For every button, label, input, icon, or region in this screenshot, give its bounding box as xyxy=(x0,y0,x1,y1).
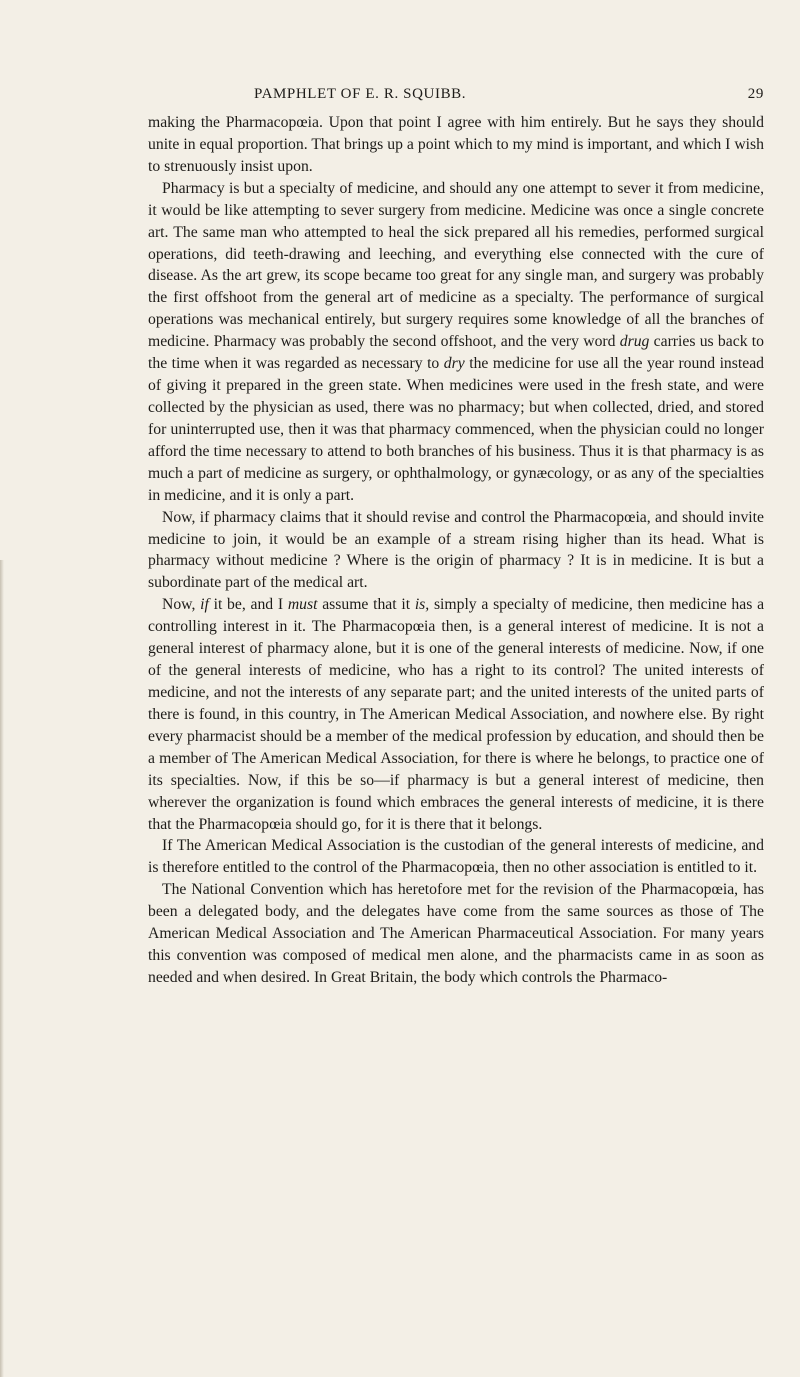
paragraph-4-text-d: simply a specialty of medicine, then medicine has a controlling interest in it. The Pharmacopœia then, is a general interest of medicine. It is not a general interest of pharmacy alone, but it is one of the general interests of medicine. Now, if one of the general interests of medicine, who has a right to its control? The united interests of medicine, and not the interests of any separate part; and the united interests of the united parts of there is found, in this country, in The American Medical Association, and nowhere else. By right every pharmacist should be a member of the medical profession by education, and should then be a member of The American Medical Association, for there is where he belongs, to practice one of its specialties. Now, if this be so—if pharmacy is but a general interest of medicine, then wherever the organization is found which embraces the general interests of medicine, it is there that the Pharmacopœia should go, for it is there that it belongs. xyxy=(148,596,765,833)
paragraph-4-text-b: it be, and I xyxy=(213,596,284,614)
paragraph-2-text-b: carries us back to the time when it was regarded as necessary to xyxy=(148,333,764,373)
paragraph-4-text-a: Now, xyxy=(162,596,196,614)
paragraph-5: If The American Medical Association is the custodian of the general interests of medicine, and is therefore entitled to the control of the Pharmacopœia, then no other association is entitled to it. xyxy=(148,837,764,877)
scan-edge-shadow xyxy=(0,560,4,1377)
paragraph-2 xyxy=(148,178,764,507)
emphasis-is: is, xyxy=(414,596,430,614)
emphasis-drug: drug xyxy=(619,333,650,351)
paragraph-3: Now, if pharmacy claims that it should revise and control the Pharmacopœia, and should invite medicine to join, it would be an example of a stream rising higher than its head. What is pharmacy without medicine ? Where is the origin of pharmacy ? It is in medicine. It is but a subordinate part of the medical art. xyxy=(148,508,764,592)
body-text xyxy=(148,112,764,989)
running-title: PAMPHLET OF E. R. SQUIBB. xyxy=(254,86,467,102)
page-number: 29 xyxy=(747,86,764,102)
paragraph-4 xyxy=(148,594,764,835)
emphasis-if: if xyxy=(200,596,209,614)
paragraph-6: The National Convention which has heretofore met for the revision of the Pharmacopœia, has been a delegated body, and the delegates have come from the same sources as those of The American Medical Association and The American Pharmaceutical Association. For many years this convention was composed of medical men alone, and the pharmacists came in as soon as needed and when desired. In Great Britain, the body which controls the Pharmaco- xyxy=(148,881,764,986)
paragraph-4-text-c: assume that it xyxy=(322,596,411,614)
emphasis-dry: dry xyxy=(443,355,465,373)
emphasis-must: must xyxy=(287,596,318,614)
paragraph-2-text-c: the medicine for use all the year round instead of giving it prepared in the green state. When medicines were used in the fresh state, and were collected by the physician as used, there was no pharmacy; but when collected, dried, and stored for uninterrupted use, then it was that pharmacy commenced, when the physician could no longer afford the time necessary to attend to both branches of his business. Thus it is that pharmacy is as much a part of medicine as surgery, or ophthalmology, or gynæcology, or as any of the specialties in medicine, and it is only a part. xyxy=(148,355,764,504)
paragraph-1: making the Pharmacopœia. Upon that point I agree with him entirely. But he says they should unite in equal proportion. That brings up a point which to my mind is important, and which I wish to strenuously insist upon. xyxy=(148,114,764,175)
paragraph-2-text-a: Pharmacy is but a specialty of medicine, and should any one attempt to sever it from medicine, it would be like attempting to sever surgery from medicine. Medicine was once a single concrete art. The same man who attempted to heal the sick prepared all his remedies, performed surgical operations, did teeth-drawing and leeching, and everything else connected with the cure of disease. As the art grew, its scope became too great for any single man, and surgery was probably the first offshoot from the general art of medicine as a specialty. The performance of surgical operations was mechanical entirely, but surgery requires some knowledge of all the branches of medicine. Pharmacy was probably the second offshoot, and the very word xyxy=(148,179,764,351)
